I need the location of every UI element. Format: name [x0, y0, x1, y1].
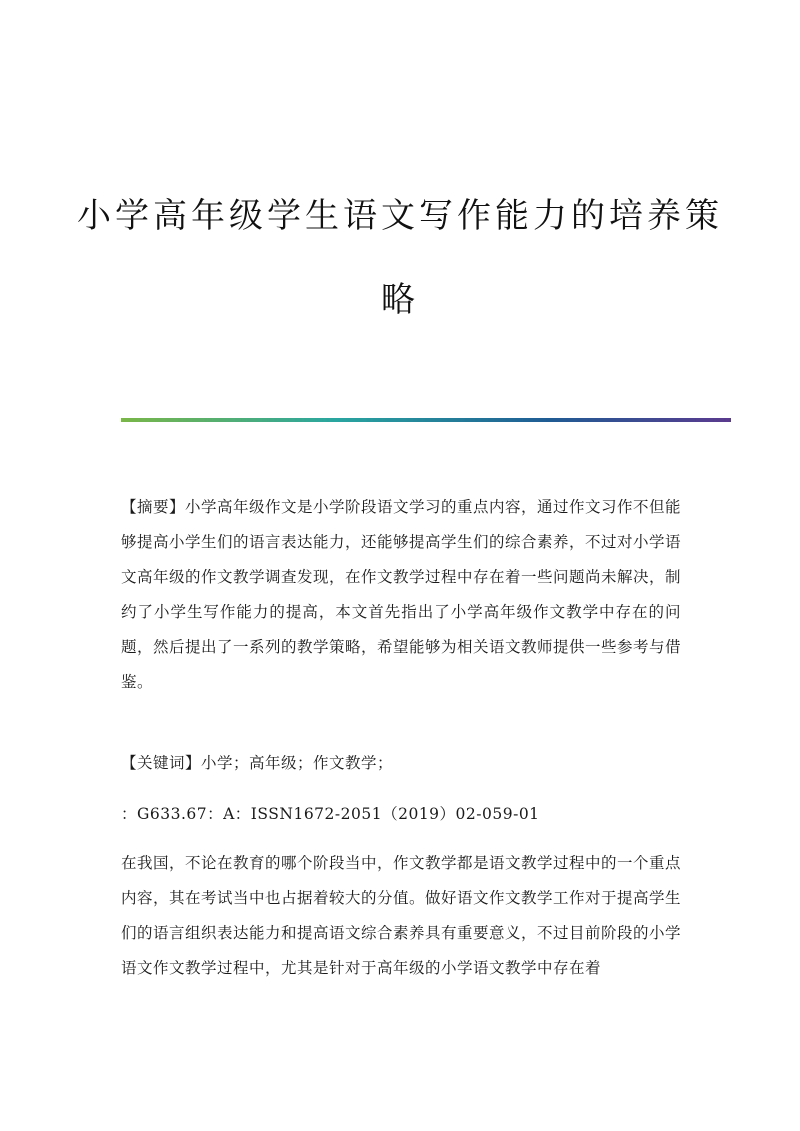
abstract-paragraph: 【摘要】小学高年级作文是小学阶段语文学习的重点内容，通过作文习作不但能够提高小学生们的语言表达能力，还能够提高学生们的综合素养，不过对小学语文高年级的作文教学调查发现，在作文教学过程中存在着一些问题尚未解决，制约了小学生写作能力的提高，本文首先指出了小学高年级作文教学中存在的问题，然后提出了一系列的教学策略，希望能够为相关语文教师提供一些参考与借鉴。 — [121, 498, 682, 691]
document-title-line-2: 略 — [381, 280, 419, 320]
document-title-line-1: 小学高年级学生语文写作能力的培养策 — [77, 196, 723, 236]
title-divider — [121, 418, 731, 422]
classification-codes: ：G633.67：A：ISSN1672-2051（2019）02-059-01 — [121, 805, 540, 823]
keywords-line: 【关键词】小学；高年级；作文教学； — [121, 754, 394, 772]
intro-paragraph: 在我国，不论在教育的哪个阶段当中，作文教学都是语文教学过程中的一个重点内容，其在考试当中也占据着较大的分值。做好语文作文教学工作对于提高学生们的语言组织表达能力和提高语文综合素养具有重要意义，不过目前阶段的小学语文作文教学过程中，尤其是针对于高年级的小学语文教学中存在着 — [121, 854, 682, 977]
